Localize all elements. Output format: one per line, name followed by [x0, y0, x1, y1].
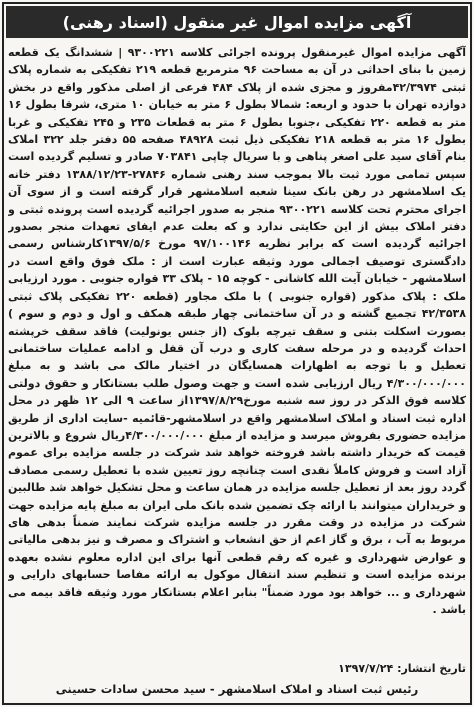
publication-date-value: ۱۳۹۷/۷/۲۴ — [338, 662, 394, 675]
publication-date-label: تاریخ انتشار: — [397, 662, 466, 675]
notice-title: آگهی مزایده اموال غیر منقول (اسناد رهنی) — [62, 12, 412, 32]
title-bar — [6, 6, 468, 38]
notice-body: آگهی مزایده اموال غیرمنقول پرونده اجرائی کلاسه ۹۳۰۰۲۲۱ | ششدانگ یک قطعه زمین با بنای احداثی در آن به مساحت ۹۶ مترمربع قطعه ۲۱۹ تفکیکی به شماره پلاک ثبتی ۴۲/۳۹۷۴مفروز و مجزی شده از پلاک ۴۸۴ فرعی از اصلی مذکور واقع در بخش دوازده تهران با حدود و اربعه: شمالا بطول ۶ متر به خیابان ۱۰ متری، شرقا بطول ۱۶ متر به قطعه ۲۲۰ تفکیکی ،جنوبا بطول ۶ متر به قطعات ۲۳۵ و ۲۴۵ تفکیکی و غربا بطول ۱۶ متر به قطعه ۲۱۸ تفکیکی ذیل ثبت ۴۸۹۲۸ صفحه ۵۵ دفتر جلد ۳۲۲ املاک بنام آقای سید علی اصغر پناهی و با سریال چاپی ۷۰۳۸۴۱ صادر و تسلیم گردیده است سپس تمامی مورد ثبت بالا بموجب سند رهنی شماره ۲۷۸۴۶-۱۳۸۸/۱۲/۲۳ دفتر خانه یک اسلامشهر در رهن بانک سینا شعبه اسلامشهر قرار گرفته است و از سوی آن اجرای محترم تحت کلاسه ۹۳۰۰۲۲۱ منجر به صدور اجرائیه گردیده است پرونده ثبتی و دفتر املاک بیش از این حکایتی ندارد و که بعلت عدم ایفای تعهدات منجر بصدور اجرائیه گردیده است که برابر نظریه ۹۷/۱۰۰۱۴۶ مورخ ۱۳۹۷/۵/۶کارشناس رسمی دادگستری توصیف اجمالی مورد وثیقه عبارت است از : ملک فوق واقع است در اسلامشهر - خیابان آیت الله کاشانی - کوچه ۱۵ - پلاک ۳۳ قواره جنوبی . مورد ارزیابی ملک : پلاک مذکور (قواره جنوبی ) با ملک مجاور (قطعه ۲۲۰ تفکیکی پلاک ثبتی ۴۲/۳۵۳۸ تجمیع گشته و در آن ساختمانی چهار طبقه همکف و اول و دوم و سوم ) بصورت اسکلت بتنی و سقف تیرچه بلوک (از جنس یونولیت) فاقد سقف خرپشته احداث گردیده و در مرحله سفت کاری و درب آن قفل و ادامه عملیات ساختمانی تعطیل و با توجه به اظهارات همسایگان در اختیار مالک می باشد و به مبلغ ۴/۳۰۰/۰۰۰/۰۰۰ ریال ارزیابی شده است و جهت وصول طلب بستانکار و حقوق دولتی کلاسه فوق الذکر در روز سه شنبه مورخ۱۳۹۷/۸/۲۹از ساعت ۹ الی ۱۲ ظهر در محل اداره ثبت اسناد و املاک اسلامشهر واقع در اسلامشهر-قائمیه -سایت اداری از طریق مزایده حضوری بفروش میرسد و مزایده از مبلغ ۴/۳۰۰/۰۰۰/۰۰۰ریال شروع و بالاترین قیمت که خریدار داشته باشد فروخته خواهد شد شرکت در جلسه مزایده برای عموم آزاد است و فروش کاملاً نقدی است چنانچه روز تعیین شده با تعطیل رسمی مصادف گردد روز بعد از تعطیل جلسه مزایده در همان ساعت و محل تشکیل خواهد شد طالبین و خریداران میتوانند با ارائه چک تضمین شده بانک ملی ایران به مبلغ پایه مزایده جهت شرکت در مزایده در وقت مقرر در جلسه مزایده شرکت نمایند ضمناً بدهی های مربوط به آب ، برق و گاز اعم از حق انشعاب و اشتراک و مصرف و نیز بدهی مالیاتی و عوارض شهرداری و غیره که رقم قطعی آنها برای این اداره معلوم نشده بعهده برنده مزایده است و تنظیم سند انتقال موکول به ارائه مفاصا حسابهای دارایی و شهرداری و ... خواهد بود مورد ضمناً" بنابر اعلام بستانکار مورد وثیقه فاقد بیمه می باشد . — [8, 46, 466, 616]
publication-date — [8, 661, 466, 677]
signature-line: رئیس ثبت اسناد و املاک اسلامشهر - سید محسن سادات حسینی — [55, 682, 419, 696]
